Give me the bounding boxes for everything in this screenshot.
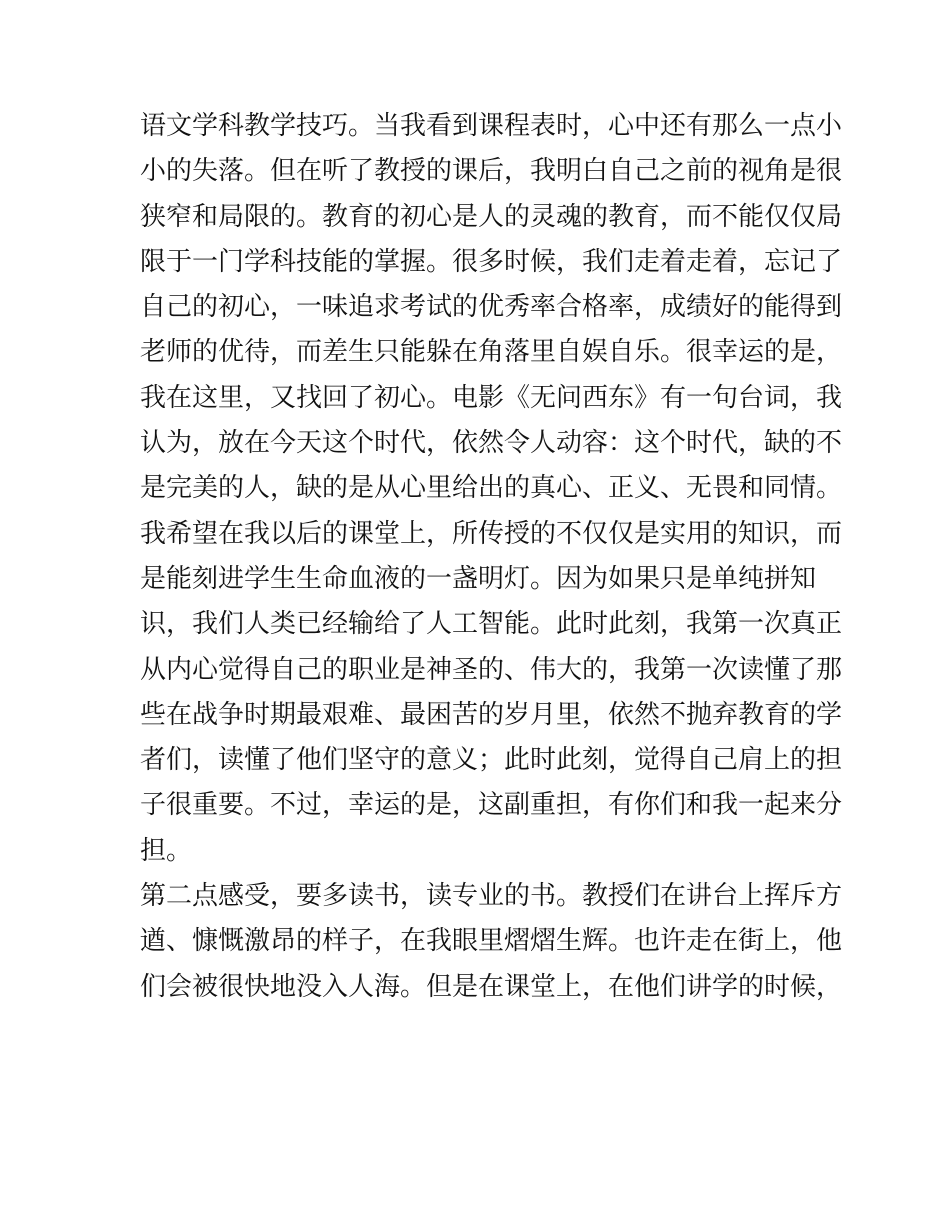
text-line: 子很重要。不过，幸运的是，这副重担，有你们和我一起来分: [140, 790, 843, 821]
text-line: 遒、慷慨激昂的样子，在我眼里熠熠生辉。也许走在街上，他: [140, 926, 843, 957]
text-line: 担。: [140, 835, 193, 866]
text-line: 语文学科教学技巧。当我看到课程表时，心中还有那么一点小: [140, 111, 843, 141]
text-line: 老师的优待，而差生只能躲在角落里自娱自乐。很幸运的是，: [140, 337, 843, 368]
text-line: 者们，读懂了他们坚守的意义；此时此刻，觉得自己肩上的担: [140, 745, 843, 776]
text-line: 第二点感受，要多读书，读专业的书。教授们在讲台上挥斥方: [140, 881, 843, 912]
text-line: 们会被很快地没入人海。但是在课堂上，在他们讲学的时候，: [140, 971, 843, 1002]
text-line: 识，我们人类已经输给了人工智能。此时此刻，我第一次真正: [140, 609, 843, 640]
text-line: 认为，放在今天这个时代，依然令人动容：这个时代，缺的不: [140, 428, 843, 459]
body-text: [140, 104, 843, 1010]
text-line: 自己的初心，一味追求考试的优秀率合格率，成绩好的能得到: [140, 292, 843, 323]
text-line: 些在战争时期最艰难、最困苦的岁月里，依然不抛弃教育的学: [140, 699, 843, 730]
text-line: 小的失落。但在听了教授的课后，我明白自己之前的视角是很: [140, 156, 843, 187]
text-line: 狭窄和局限的。教育的初心是人的灵魂的教育，而不能仅仅局: [140, 201, 843, 232]
text-line: 限于一门学科技能的掌握。很多时候，我们走着走着，忘记了: [140, 246, 843, 277]
text-line: 是能刻进学生生命血液的一盏明灯。因为如果只是单纯拼知: [140, 563, 817, 594]
text-line: 我在这里，又找回了初心。电影《无问西东》有一句台词，我: [140, 382, 843, 413]
text-line: 从内心觉得自己的职业是神圣的、伟大的，我第一次读懂了那: [140, 654, 843, 685]
text-line: 是完美的人，缺的是从心里给出的真心、正义、无畏和同情。: [140, 473, 843, 504]
text-line: 我希望在我以后的课堂上，所传授的不仅仅是实用的知识，而: [140, 518, 843, 549]
